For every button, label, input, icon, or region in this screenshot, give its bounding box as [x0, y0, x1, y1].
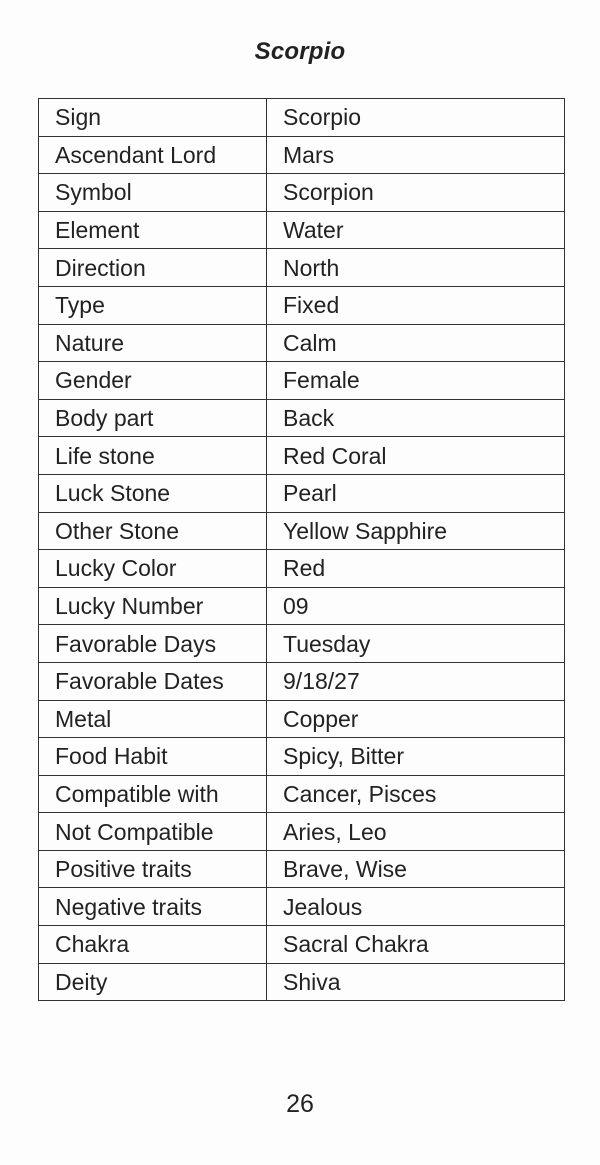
attribute-value: Jealous: [267, 888, 565, 926]
attribute-value: Aries, Leo: [267, 813, 565, 851]
table-row: [39, 550, 565, 588]
attribute-value: Fixed: [267, 286, 565, 324]
table-row: [39, 625, 565, 663]
table-row: [39, 99, 565, 137]
table-row: [39, 963, 565, 1001]
attribute-label: Positive traits: [39, 850, 267, 888]
attribute-label: Other Stone: [39, 512, 267, 550]
table-row: [39, 362, 565, 400]
table-row: [39, 775, 565, 813]
table-row: [39, 850, 565, 888]
attribute-value: Water: [267, 211, 565, 249]
attribute-value: North: [267, 249, 565, 287]
attributes-table-body: [39, 99, 565, 1001]
attribute-value: Back: [267, 399, 565, 437]
attribute-label: Type: [39, 286, 267, 324]
attribute-label: Nature: [39, 324, 267, 362]
attributes-table: [38, 98, 565, 1001]
attribute-value: Shiva: [267, 963, 565, 1001]
attribute-label: Lucky Color: [39, 550, 267, 588]
attribute-label: Element: [39, 211, 267, 249]
attribute-label: Favorable Dates: [39, 662, 267, 700]
attribute-label: Deity: [39, 963, 267, 1001]
attribute-value: Tuesday: [267, 625, 565, 663]
table-row: [39, 888, 565, 926]
attribute-label: Not Compatible: [39, 813, 267, 851]
attribute-value: Spicy, Bitter: [267, 738, 565, 776]
attribute-label: Compatible with: [39, 775, 267, 813]
page-number: 26: [286, 1090, 314, 1118]
table-row: [39, 324, 565, 362]
attribute-value: 09: [267, 587, 565, 625]
table-row: [39, 926, 565, 964]
attribute-label: Luck Stone: [39, 474, 267, 512]
attribute-label: Direction: [39, 249, 267, 287]
attribute-value: Scorpion: [267, 174, 565, 212]
attribute-label: Favorable Days: [39, 625, 267, 663]
attribute-label: Gender: [39, 362, 267, 400]
page-title: Scorpio: [254, 38, 346, 65]
attribute-value: Mars: [267, 136, 565, 174]
table-row: [39, 136, 565, 174]
attribute-value: Copper: [267, 700, 565, 738]
table-row: [39, 587, 565, 625]
table-row: [39, 813, 565, 851]
attribute-value: Pearl: [267, 474, 565, 512]
table-row: [39, 738, 565, 776]
attribute-label: Life stone: [39, 437, 267, 475]
table-row: [39, 174, 565, 212]
attribute-value: Female: [267, 362, 565, 400]
attribute-value: 9/18/27: [267, 662, 565, 700]
attribute-label: Symbol: [39, 174, 267, 212]
table-row: [39, 286, 565, 324]
table-row: [39, 399, 565, 437]
table-row: [39, 211, 565, 249]
attribute-label: Chakra: [39, 926, 267, 964]
table-row: [39, 700, 565, 738]
attribute-value: Red Coral: [267, 437, 565, 475]
attribute-value: Red: [267, 550, 565, 588]
attribute-value: Scorpio: [267, 99, 565, 137]
table-row: [39, 474, 565, 512]
attribute-value: Cancer, Pisces: [267, 775, 565, 813]
table-row: [39, 662, 565, 700]
attribute-label: Metal: [39, 700, 267, 738]
table-row: [39, 512, 565, 550]
attribute-label: Lucky Number: [39, 587, 267, 625]
attribute-label: Ascendant Lord: [39, 136, 267, 174]
table-row: [39, 249, 565, 287]
attribute-label: Negative traits: [39, 888, 267, 926]
attribute-label: Sign: [39, 99, 267, 137]
table-row: [39, 437, 565, 475]
attribute-value: Brave, Wise: [267, 850, 565, 888]
attribute-value: Calm: [267, 324, 565, 362]
attribute-value: Sacral Chakra: [267, 926, 565, 964]
attribute-label: Body part: [39, 399, 267, 437]
attribute-value: Yellow Sapphire: [267, 512, 565, 550]
attribute-label: Food Habit: [39, 738, 267, 776]
